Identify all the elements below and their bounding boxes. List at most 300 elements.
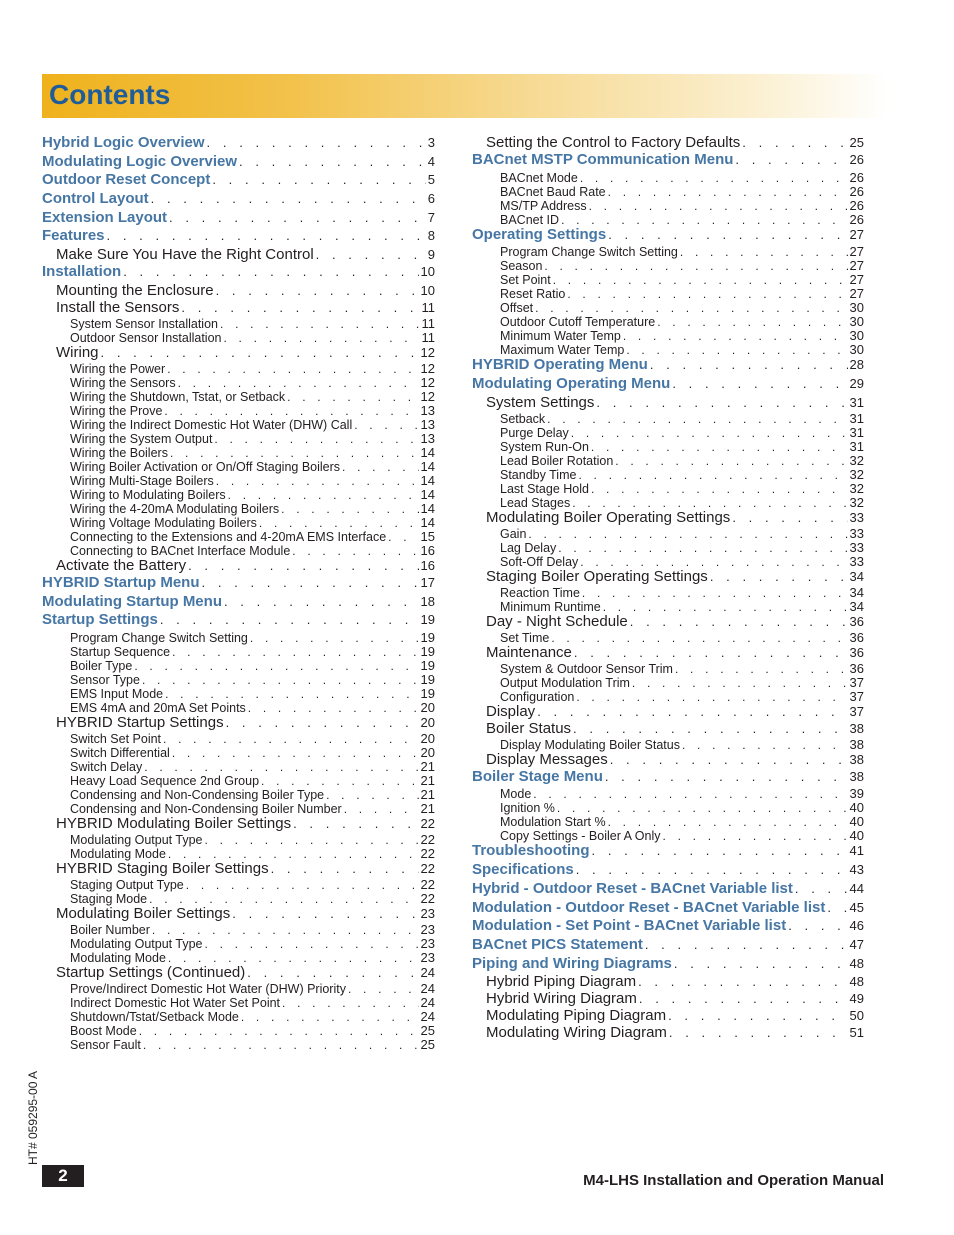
dot-leader [143, 1038, 419, 1052]
toc-entry-title: Extension Layout [42, 208, 168, 226]
toc-entry-page: 15 [420, 528, 435, 544]
toc-entry[interactable] [42, 860, 435, 877]
toc-entry-title: Program Change Switch Setting [500, 245, 678, 260]
toc-entry[interactable] [472, 861, 864, 880]
toc-entry[interactable] [472, 314, 864, 328]
dot-leader [165, 687, 418, 701]
toc-entry[interactable] [472, 212, 864, 226]
dot-leader [638, 974, 847, 989]
toc-entry-title: Lag Delay [500, 540, 557, 555]
toc-entry-page: 40 [849, 800, 864, 816]
toc-entry[interactable] [472, 198, 864, 212]
toc-left-column [42, 134, 435, 1051]
toc-entry[interactable] [42, 995, 435, 1009]
toc-entry[interactable] [472, 936, 864, 955]
dot-leader [576, 862, 848, 877]
toc-entry-title: Standby Time [500, 467, 577, 482]
toc-entry[interactable] [472, 613, 864, 630]
dot-leader [259, 516, 419, 530]
toc-entry[interactable] [472, 134, 864, 151]
dot-leader [181, 300, 419, 315]
dot-leader [172, 645, 418, 659]
toc-entry[interactable] [42, 964, 435, 981]
toc-entry[interactable] [42, 316, 435, 330]
toc-entry[interactable] [42, 557, 435, 574]
toc-entry[interactable] [472, 842, 864, 861]
toc-entry[interactable] [42, 459, 435, 473]
toc-entry-page: 21 [420, 786, 435, 802]
toc-entry[interactable] [42, 877, 435, 891]
toc-entry[interactable] [42, 263, 435, 282]
dot-leader [144, 760, 418, 774]
dot-leader [663, 829, 848, 843]
toc-entry[interactable] [472, 328, 864, 342]
dot-leader [592, 843, 848, 858]
dot-leader [232, 906, 418, 921]
toc-entry[interactable] [472, 768, 864, 787]
toc-entry-title: Day - Night Schedule [486, 612, 628, 630]
toc-entry[interactable] [472, 899, 864, 918]
dot-leader [547, 412, 847, 426]
toc-entry[interactable] [42, 209, 435, 228]
toc-entry-title: Outdoor Cutoff Temperature [500, 315, 656, 330]
toc-entry-title: Hybrid Logic Overview [42, 134, 205, 151]
toc-entry-page: 19 [420, 685, 435, 701]
toc-entry[interactable] [472, 644, 864, 661]
toc-entry-title: Condensing and Non-Condensing Boiler Number [70, 801, 342, 816]
toc-entry[interactable] [42, 389, 435, 403]
dot-leader [205, 937, 419, 951]
toc-entry-page: 27 [849, 244, 864, 260]
toc-entry[interactable] [472, 737, 864, 751]
toc-entry-page: 26 [849, 183, 864, 199]
dot-leader [152, 923, 419, 937]
toc-entry[interactable] [42, 630, 435, 644]
toc-entry[interactable] [472, 300, 864, 314]
toc-entry-page: 31 [849, 438, 864, 454]
toc-entry[interactable] [472, 526, 864, 540]
toc-entry[interactable] [42, 644, 435, 658]
toc-entry[interactable] [42, 787, 435, 801]
toc-entry[interactable] [472, 375, 864, 394]
toc-entry-title: Ignition % [500, 801, 555, 816]
toc-entry[interactable] [472, 689, 864, 703]
toc-entry[interactable] [472, 342, 864, 356]
dot-leader [591, 440, 848, 454]
page-title: Contents [49, 79, 171, 110]
toc-entry[interactable] [42, 905, 435, 922]
toc-entry-title: Modulating Logic Overview [42, 152, 238, 170]
toc-entry-page: 46 [849, 918, 864, 934]
toc-entry[interactable] [42, 361, 435, 375]
toc-entry[interactable] [42, 1009, 435, 1023]
toc-entry[interactable] [472, 244, 864, 258]
dot-leader [169, 210, 426, 225]
toc-entry[interactable] [42, 543, 435, 557]
toc-entry-title: Maximum Water Temp [500, 343, 625, 358]
dot-leader [589, 199, 848, 213]
toc-entry[interactable] [42, 153, 435, 172]
toc-entry-page: 25 [420, 1036, 435, 1052]
toc-entry[interactable] [42, 473, 435, 487]
toc-entry-title: Indirect Domestic Hot Water Set Point [70, 995, 281, 1010]
dot-leader [293, 816, 418, 831]
dot-leader [247, 965, 418, 980]
toc-entry-title: Staging Boiler Operating Settings [486, 567, 708, 585]
toc-entry[interactable] [42, 759, 435, 773]
dot-leader [580, 555, 847, 569]
dot-leader [224, 594, 419, 609]
toc-entry-title: Display Modulating Boiler Status [500, 737, 680, 752]
dot-leader [348, 982, 419, 996]
dot-leader [139, 1024, 419, 1038]
toc-entry-title: Boiler Stage Menu [472, 767, 603, 785]
toc-entry-title: Wiring Boiler Activation or On/Off Staging Boilers [70, 459, 341, 474]
toc-entry-page: 33 [849, 509, 864, 525]
toc-entry-page: 33 [849, 539, 864, 555]
dot-leader [271, 861, 419, 876]
toc-entry[interactable] [42, 171, 435, 190]
toc-entry[interactable] [42, 431, 435, 445]
toc-entry[interactable] [472, 630, 864, 644]
toc-entry-page: 45 [849, 899, 864, 915]
dot-leader [239, 154, 426, 169]
toc-entry[interactable] [472, 411, 864, 425]
toc-entry[interactable] [472, 272, 864, 286]
toc-entry[interactable] [472, 356, 864, 375]
toc-entry-title: Modulation - Set Point - BACnet Variable list [472, 917, 787, 935]
toc-entry-page: 36 [849, 629, 864, 645]
toc-entry-page: 22 [420, 845, 435, 861]
toc-entry-title: Outdoor Sensor Installation [70, 330, 222, 345]
toc-entry[interactable] [472, 184, 864, 198]
dot-leader [603, 600, 848, 614]
toc-entry[interactable] [42, 501, 435, 515]
toc-entry-title: Control Layout [42, 190, 149, 208]
toc-entry[interactable] [42, 227, 435, 246]
toc-entry[interactable] [42, 731, 435, 745]
toc-entry[interactable] [472, 1024, 864, 1041]
toc-entry[interactable] [472, 509, 864, 526]
page-number-badge: 2 [42, 1165, 84, 1187]
toc-entry[interactable] [42, 134, 435, 153]
toc-entry-title: Modulating Mode [70, 950, 166, 965]
toc-entry-title: Wiring the Power [70, 361, 166, 376]
dot-leader [572, 496, 847, 510]
toc-entry-title: Program Change Switch Setting [70, 630, 248, 645]
toc-entry-title: Modulating Boiler Settings [56, 904, 231, 922]
toc-entry-page: 39 [849, 786, 864, 802]
dot-leader [287, 390, 418, 404]
toc-entry[interactable] [42, 950, 435, 964]
toc-entry[interactable] [42, 700, 435, 714]
toc-entry[interactable] [42, 330, 435, 344]
toc-entry[interactable] [472, 675, 864, 689]
toc-entry-page: 19 [420, 657, 435, 673]
toc-entry-page: 30 [849, 328, 864, 344]
toc-entry[interactable] [472, 258, 864, 272]
toc-entry[interactable] [472, 703, 864, 720]
dot-leader [608, 815, 848, 829]
toc-entry-page: 31 [849, 424, 864, 440]
toc-entry-page: 18 [420, 593, 435, 609]
toc-entry[interactable] [472, 226, 864, 245]
toc-entry[interactable] [42, 801, 435, 815]
dot-leader [645, 937, 848, 952]
toc-entry[interactable] [472, 880, 864, 899]
toc-entry[interactable] [42, 658, 435, 672]
toc-entry-title: Installation [42, 263, 122, 281]
toc-entry-title: HYBRID Operating Menu [472, 356, 648, 374]
toc-entry-title: Modulating Startup Menu [42, 592, 222, 610]
toc-entry[interactable] [42, 574, 435, 593]
toc-entry[interactable] [42, 445, 435, 459]
toc-entry-page: 29 [849, 376, 864, 392]
toc-entry-page: 24 [420, 994, 435, 1010]
dot-leader [680, 245, 848, 259]
dot-leader [544, 259, 847, 273]
toc-entry-page: 23 [420, 921, 435, 937]
toc-entry-page: 21 [420, 758, 435, 774]
toc-entry[interactable] [472, 973, 864, 990]
toc-entry[interactable] [42, 846, 435, 860]
dot-leader [735, 152, 847, 167]
dot-leader [170, 446, 419, 460]
toc-entry[interactable] [472, 495, 864, 509]
toc-entry-title: BACnet MSTP Communication Menu [472, 151, 734, 168]
toc-entry-title: Connecting to BACnet Interface Module [70, 543, 291, 558]
toc-entry-page: 33 [849, 553, 864, 569]
toc-entry[interactable] [472, 990, 864, 1007]
toc-entry[interactable] [472, 439, 864, 453]
dot-leader [151, 191, 426, 206]
toc-entry-page: 6 [427, 191, 435, 207]
toc-entry[interactable] [472, 955, 864, 974]
toc-entry[interactable] [472, 828, 864, 842]
toc-entry[interactable] [42, 282, 435, 299]
toc-entry[interactable] [472, 170, 864, 184]
toc-entry[interactable] [42, 714, 435, 731]
toc-entry[interactable] [472, 453, 864, 467]
toc-entry[interactable] [42, 891, 435, 905]
dot-leader [528, 527, 847, 541]
toc-entry-page: 34 [849, 568, 864, 584]
toc-entry-page: 21 [420, 800, 435, 816]
toc-entry[interactable] [42, 515, 435, 529]
toc-entry-page: 44 [849, 880, 864, 896]
toc-entry[interactable] [42, 529, 435, 543]
toc-entry[interactable] [472, 800, 864, 814]
dot-leader [788, 918, 847, 933]
toc-entry-title: Boiler Status [486, 719, 572, 737]
toc-entry[interactable] [42, 299, 435, 316]
toc-entry[interactable] [42, 745, 435, 759]
toc-entry-title: Make Sure You Have the Right Control [56, 246, 314, 264]
toc-entry[interactable] [42, 417, 435, 431]
toc-entry[interactable] [472, 786, 864, 800]
dot-leader [168, 951, 419, 965]
toc-entry-title: Wiring the Shutdown, Tstat, or Setback [70, 389, 286, 404]
toc-entry-title: Purge Delay [500, 425, 569, 440]
toc-entry[interactable] [42, 611, 435, 630]
dot-leader [567, 287, 847, 301]
toc-entry-page: 23 [420, 949, 435, 965]
dot-leader [571, 426, 848, 440]
toc-entry[interactable] [472, 394, 864, 411]
toc-entry[interactable] [42, 190, 435, 209]
toc-entry-page: 24 [420, 1008, 435, 1024]
toc-entry-title: Boiler Number [70, 922, 150, 937]
toc-entry[interactable] [42, 672, 435, 686]
dot-leader [316, 247, 426, 262]
dot-leader [668, 1008, 847, 1023]
dot-leader [261, 774, 419, 788]
toc-entry-page: 50 [849, 1008, 864, 1024]
toc-entry-page: 12 [420, 374, 435, 390]
toc-entry-page: 5 [427, 172, 435, 188]
toc-entry-title: Reset Ratio [500, 287, 566, 302]
toc-entry-title: System Settings [486, 393, 595, 411]
toc-entry-page: 27 [849, 226, 864, 242]
toc-entry-page: 27 [849, 272, 864, 288]
toc-entry-page: 12 [420, 344, 435, 360]
toc-entry[interactable] [42, 246, 435, 263]
toc-entry[interactable] [472, 540, 864, 554]
toc-entry[interactable] [42, 815, 435, 832]
dot-leader [123, 264, 418, 279]
toc-entry-page: 16 [420, 542, 435, 558]
toc-entry[interactable] [42, 832, 435, 846]
toc-entry-page: 31 [849, 394, 864, 410]
toc-entry[interactable] [42, 593, 435, 612]
toc-entry[interactable] [42, 1023, 435, 1037]
manual-title: M4-LHS Installation and Operation Manual [583, 1172, 884, 1189]
toc-entry[interactable] [42, 487, 435, 501]
toc-entry-page: 31 [849, 410, 864, 426]
toc-entry[interactable] [472, 661, 864, 675]
dot-leader [186, 878, 419, 892]
toc-entry[interactable] [42, 981, 435, 995]
toc-entry-title: Display Messages [486, 750, 608, 768]
toc-entry[interactable] [472, 917, 864, 936]
toc-entry[interactable] [472, 286, 864, 300]
toc-entry[interactable] [472, 751, 864, 768]
toc-entry-title: Hybrid Wiring Diagram [486, 990, 637, 1008]
toc-entry-title: Connecting to the Extensions and 4-20mA EMS Interface [70, 529, 387, 544]
toc-entry-page: 12 [420, 388, 435, 404]
toc-entry-page: 22 [420, 831, 435, 847]
toc-entry-title: Startup Settings (Continued) [56, 963, 246, 981]
toc-entry-title: Wiring the 4-20mA Modulating Boilers [70, 501, 280, 516]
dot-leader [228, 488, 419, 502]
toc-entry[interactable] [472, 1007, 864, 1024]
dot-leader [608, 185, 848, 199]
dot-leader [388, 530, 418, 544]
dot-leader [202, 575, 419, 590]
toc-entry-page: 20 [420, 714, 435, 730]
toc-entry-title: Lead Boiler Rotation [500, 453, 614, 468]
toc-entry-title: HYBRID Modulating Boiler Settings [56, 814, 292, 832]
toc-entry[interactable] [472, 585, 864, 599]
toc-entry-page: 25 [420, 1022, 435, 1038]
toc-entry[interactable] [42, 773, 435, 787]
toc-entry-page: 30 [849, 314, 864, 330]
toc-entry-title: System Run-On [500, 439, 589, 454]
toc-entry[interactable] [42, 375, 435, 389]
dot-leader [675, 662, 848, 676]
toc-entry[interactable] [472, 467, 864, 481]
toc-entry-title: HYBRID Startup Menu [42, 573, 200, 591]
toc-entry-page: 14 [420, 472, 435, 488]
dot-leader [827, 900, 847, 915]
toc-entry[interactable] [42, 1037, 435, 1051]
toc-entry-page: 14 [420, 514, 435, 530]
toc-entry[interactable] [472, 599, 864, 613]
toc-entry[interactable] [42, 403, 435, 417]
toc-entry-page: 22 [420, 890, 435, 906]
toc-entry-title: BACnet ID [500, 212, 560, 227]
dot-leader [596, 395, 847, 410]
toc-entry-page: 24 [420, 980, 435, 996]
toc-entry-page: 22 [420, 860, 435, 876]
toc-entry-page: 32 [849, 480, 864, 496]
toc-entry-page: 38 [849, 751, 864, 767]
toc-entry-page: 41 [849, 843, 864, 859]
toc-right-column [472, 134, 864, 1041]
toc-entry[interactable] [472, 554, 864, 568]
toc-entry[interactable] [42, 686, 435, 700]
toc-entry-title: Shutdown/Tstat/Setback Mode [70, 1009, 239, 1024]
toc-entry-page: 38 [849, 720, 864, 736]
dot-leader [657, 315, 847, 329]
toc-entry[interactable] [472, 151, 864, 170]
toc-entry[interactable] [472, 814, 864, 828]
toc-entry-page: 36 [849, 660, 864, 676]
toc-entry-title: Prove/Indirect Domestic Hot Water (DHW) Priority [70, 981, 346, 996]
contents-banner [42, 74, 888, 118]
toc-entry[interactable] [472, 568, 864, 585]
toc-entry-title: System Sensor Installation [70, 316, 218, 331]
toc-entry-page: 13 [420, 402, 435, 418]
toc-entry[interactable] [42, 922, 435, 936]
toc-entry[interactable] [472, 481, 864, 495]
dot-leader [214, 432, 418, 446]
toc-entry-title: BACnet PICS Statement [472, 935, 643, 953]
toc-entry-page: 27 [849, 258, 864, 274]
toc-entry-title: Gain [500, 526, 527, 541]
toc-entry-title: Boiler Type [70, 658, 133, 673]
toc-entry-page: 14 [420, 500, 435, 516]
toc-entry-page: 28 [849, 357, 864, 373]
dot-leader [576, 690, 847, 704]
toc-entry-title: Copy Settings - Boiler A Only [500, 829, 661, 844]
toc-entry-page: 26 [849, 152, 864, 167]
toc-entry[interactable] [472, 425, 864, 439]
toc-entry[interactable] [42, 936, 435, 950]
dot-leader [134, 659, 418, 673]
toc-entry[interactable] [472, 720, 864, 737]
toc-entry-page: 14 [420, 444, 435, 460]
toc-entry-page: 19 [420, 629, 435, 645]
dot-leader [591, 482, 848, 496]
toc-entry-title: Hybrid - Outdoor Reset - BACnet Variable list [472, 879, 793, 897]
toc-entry-title: Last Stage Hold [500, 481, 589, 496]
dot-leader [672, 376, 847, 391]
toc-entry-page: 3 [427, 135, 435, 150]
toc-entry-title: Wiring Voltage Modulating Boilers [70, 515, 257, 530]
dot-leader [742, 135, 847, 150]
toc-entry[interactable] [42, 344, 435, 361]
